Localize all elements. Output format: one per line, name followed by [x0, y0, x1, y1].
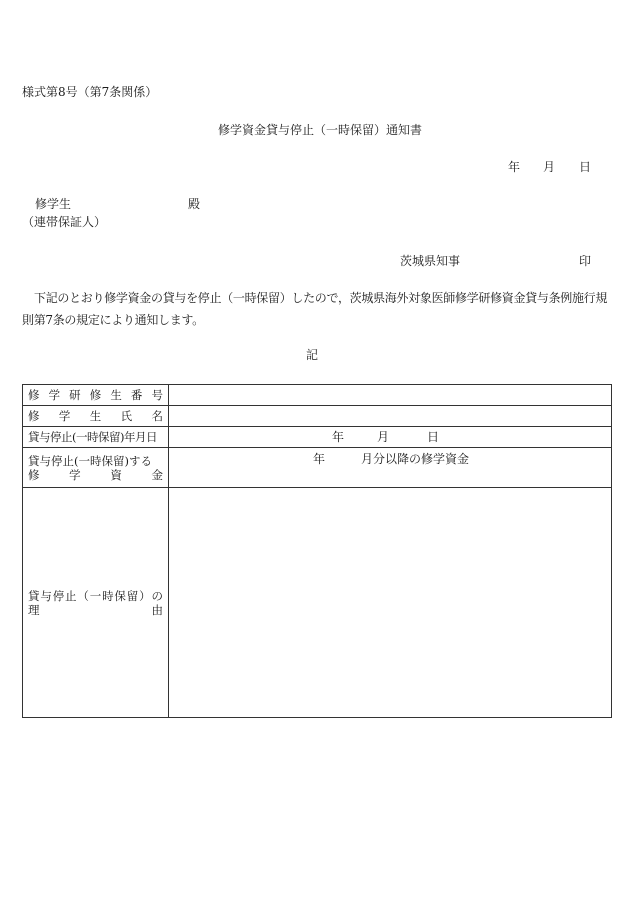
reason-label-line2: [28, 603, 163, 617]
student-name-label-cell: [23, 406, 169, 427]
addressee-role: 修学生: [35, 197, 72, 211]
issuer-seal: 印: [579, 254, 592, 268]
label-char: 学: [58, 409, 71, 423]
label-char: 停: [52, 588, 65, 603]
label-char: 与: [40, 588, 52, 603]
suspended-funds-year-unit: 年: [313, 452, 326, 466]
issue-date-year-unit: 年: [508, 160, 521, 174]
label-char: 学: [69, 467, 81, 482]
addressee-guarantor: （連帯保証人）: [22, 215, 107, 229]
suspended-funds-value-cell: [169, 448, 612, 488]
student-number-label: [28, 388, 163, 402]
label-char: 貸: [28, 588, 40, 603]
label-char: （: [77, 588, 89, 603]
label-char: 生: [89, 409, 102, 423]
student-number-label-cell: [23, 385, 169, 406]
label-char: 名: [151, 409, 163, 423]
reason-label-cell: [23, 488, 169, 718]
form-number: 様式第8号（第7条関係）: [22, 85, 158, 99]
issue-date-day-unit: 日: [579, 160, 592, 174]
label-char: 資: [110, 467, 122, 482]
label-char: 修: [28, 467, 40, 482]
suspended-funds-label-line2: [28, 468, 163, 482]
label-char: ）: [139, 588, 151, 603]
label-char: の: [151, 588, 163, 603]
table-row-reason: [23, 488, 612, 718]
label-char: 金: [151, 467, 163, 482]
label-char: 由: [151, 602, 163, 617]
reason-value-cell: [169, 488, 612, 718]
suspended-funds-suffix: 月分以降の修学資金: [361, 452, 470, 466]
table-row-student-number: [23, 385, 612, 406]
label-char: 号: [151, 388, 163, 402]
suspension-date-label-cell: [23, 427, 169, 448]
suspension-date-label: 貸与停止(一時保留)年月日: [28, 430, 157, 444]
student-name-value-cell: [169, 406, 612, 427]
document-title: 修学資金貸与停止（一時保留）通知書: [218, 123, 423, 137]
notice-body-text: 下記のとおり修学資金の貸与を停止（一時保留）したので，茨城県海外対象医師修学研修資金貸与条例施行規則第7条の規定により通知します。: [22, 291, 608, 327]
label-char: 研: [69, 388, 81, 402]
suspended-funds-label-cell: [23, 448, 169, 488]
issue-date-month-unit: 月: [543, 160, 556, 174]
label-char: 保: [114, 588, 126, 603]
issuer-name: 茨城県知事: [400, 254, 461, 268]
addressee-honorific: 殿: [188, 197, 201, 211]
label-char: 理: [28, 602, 40, 617]
table-row-suspension-date: [23, 427, 612, 448]
table-row-suspended-funds: [23, 448, 612, 488]
reason-label-line1: [28, 589, 163, 603]
suspended-funds-label-line1: 貸与停止(一時保留)する: [28, 453, 152, 468]
label-char: 時: [102, 588, 114, 603]
student-name-label: [28, 409, 163, 423]
suspension-date-month-unit: 月: [377, 430, 390, 444]
label-char: 氏: [120, 409, 133, 423]
label-char: 修: [89, 388, 102, 402]
label-char: 修: [28, 388, 40, 402]
label-char: 一: [89, 588, 102, 603]
suspension-date-value-cell: [169, 427, 612, 448]
suspension-date-year-unit: 年: [332, 430, 345, 444]
label-char: 止: [65, 588, 77, 603]
student-number-value-cell: [169, 385, 612, 406]
suspension-date-day-unit: 日: [427, 430, 440, 444]
table-row-student-name: [23, 406, 612, 427]
label-char: 留: [126, 588, 139, 603]
label-char: 修: [28, 409, 40, 423]
label-char: 番: [130, 388, 143, 402]
label-char: 生: [110, 388, 122, 402]
record-heading: 記: [306, 348, 319, 362]
record-table: [22, 384, 612, 718]
label-char: 学: [48, 388, 61, 402]
